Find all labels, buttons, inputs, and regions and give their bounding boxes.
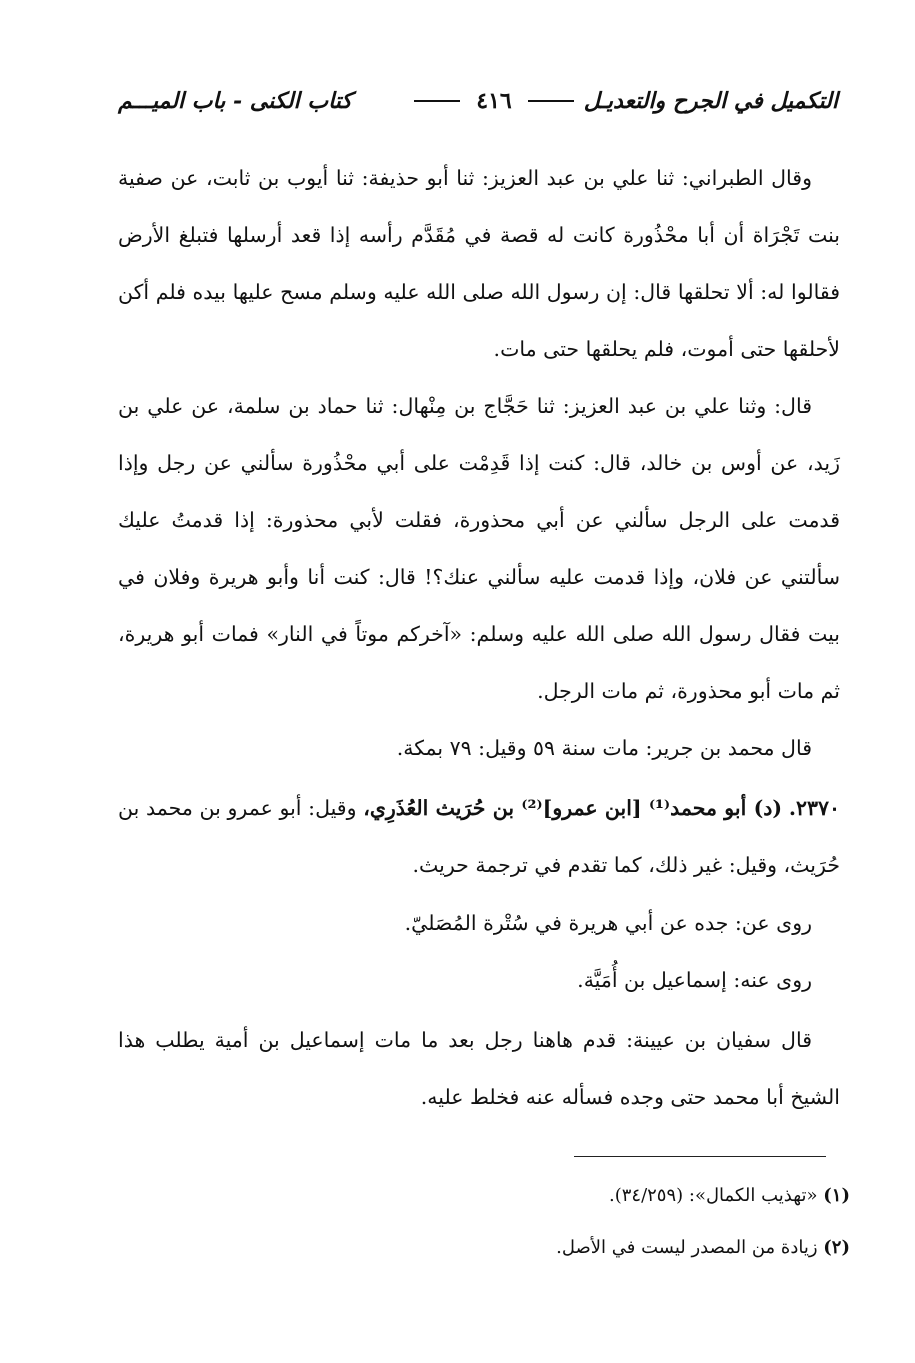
main-text	[118, 150, 840, 1126]
header-chapter-title: كتاب الكنى - باب الميـــم	[118, 88, 352, 114]
entry-heading: (د) أبو محمد⁽¹⁾ [ابن عمرو]⁽²⁾ بن حُرَيث العُذَرِي،	[363, 796, 783, 820]
entry-number: ٢٣٧٠.	[788, 796, 840, 820]
paragraph-hajjaj: قال: وثنا علي بن عبد العزيز: ثنا حَجَّاج بن مِنْهال: ثنا حماد بن سلمة، عن علي بن زَيد، عن أوس بن خالد، قال: كنت إذا قَدِمْت على أبي محْذُورة سألني عن رجل وإذا قدمت على الرجل سألني عن أبي محذورة، فقلت لأبي محذورة: إذا قدمتُ عليك سألتني عن فلان، وإذا قدمت عليه سألني عنك؟! قال: كنت أنا وأبو هريرة وفلان في بيت فقال رسول الله صلى الله عليه وسلم: «آخركم موتاً في النار» فمات أبو هريرة، ثم مات أبو محذورة، ثم مات الرجل.	[118, 394, 840, 703]
paragraph-sufyan: قال سفيان بن عيينة: قدم هاهنا رجل بعد ما مات إسماعيل بن أمية يطلب هذا الشيخ أبا محمد حتى وجده فسأله عنه فخلط عليه.	[118, 1028, 840, 1109]
running-header	[118, 88, 838, 114]
entry-first-line	[118, 780, 840, 894]
header-title-right	[404, 88, 838, 114]
paragraph-tabarani: وقال الطبراني: ثنا علي بن عبد العزيز: ثنا أبو حذيفة: ثنا أيوب بن ثابت، عن صفية بنت تَجْرَاة أن أبا محْذُورة كانت له قصة في مُقَدَّم رأسه إذا قعد أرسلها فتبلغ الأرض فقالوا له: ألا تحلقها قال: إن رسول الله صلى الله عليه وسلم مسح عليها بيده فلم أكن لأحلقها حتى أموت، فلم يحلقها حتى مات.	[118, 166, 840, 361]
footnote-1	[300, 1170, 850, 1222]
footnote-1-text: «تهذيب الكمال»: (٣٤/٢٥٩).	[608, 1185, 818, 1206]
footnote-2	[300, 1222, 850, 1274]
header-dash-left	[414, 100, 460, 102]
paragraph-narrated-from: روى عن: جده عن أبي هريرة في سُتْرة المُصَليّ.	[404, 911, 812, 935]
header-dash-right	[528, 100, 574, 102]
paragraph-ibn-jarir: قال محمد بن جرير: مات سنة ٥٩ وقيل: ٧٩ بمكة.	[396, 736, 812, 760]
footnote-2-mark: (٢)	[823, 1237, 850, 1258]
paragraph-narrated-by: روى عنه: إسماعيل بن أُمَيَّة.	[577, 968, 812, 992]
entry-heading-rest: وقيل: أبو عمرو بن محمد بن حُرَيث، وقيل: غير ذلك، كما تقدم في ترجمة حريث.	[118, 796, 840, 877]
footnotes	[300, 1170, 850, 1274]
footnote-divider	[574, 1156, 826, 1157]
biography-entry	[118, 780, 840, 895]
header-page-number: ٤١٦	[476, 88, 512, 114]
footnote-1-mark: (١)	[823, 1185, 850, 1206]
header-book-title: التكميل في الجرح والتعديـل	[583, 88, 838, 114]
footnote-2-text: زيادة من المصدر ليست في الأصل.	[556, 1237, 818, 1258]
